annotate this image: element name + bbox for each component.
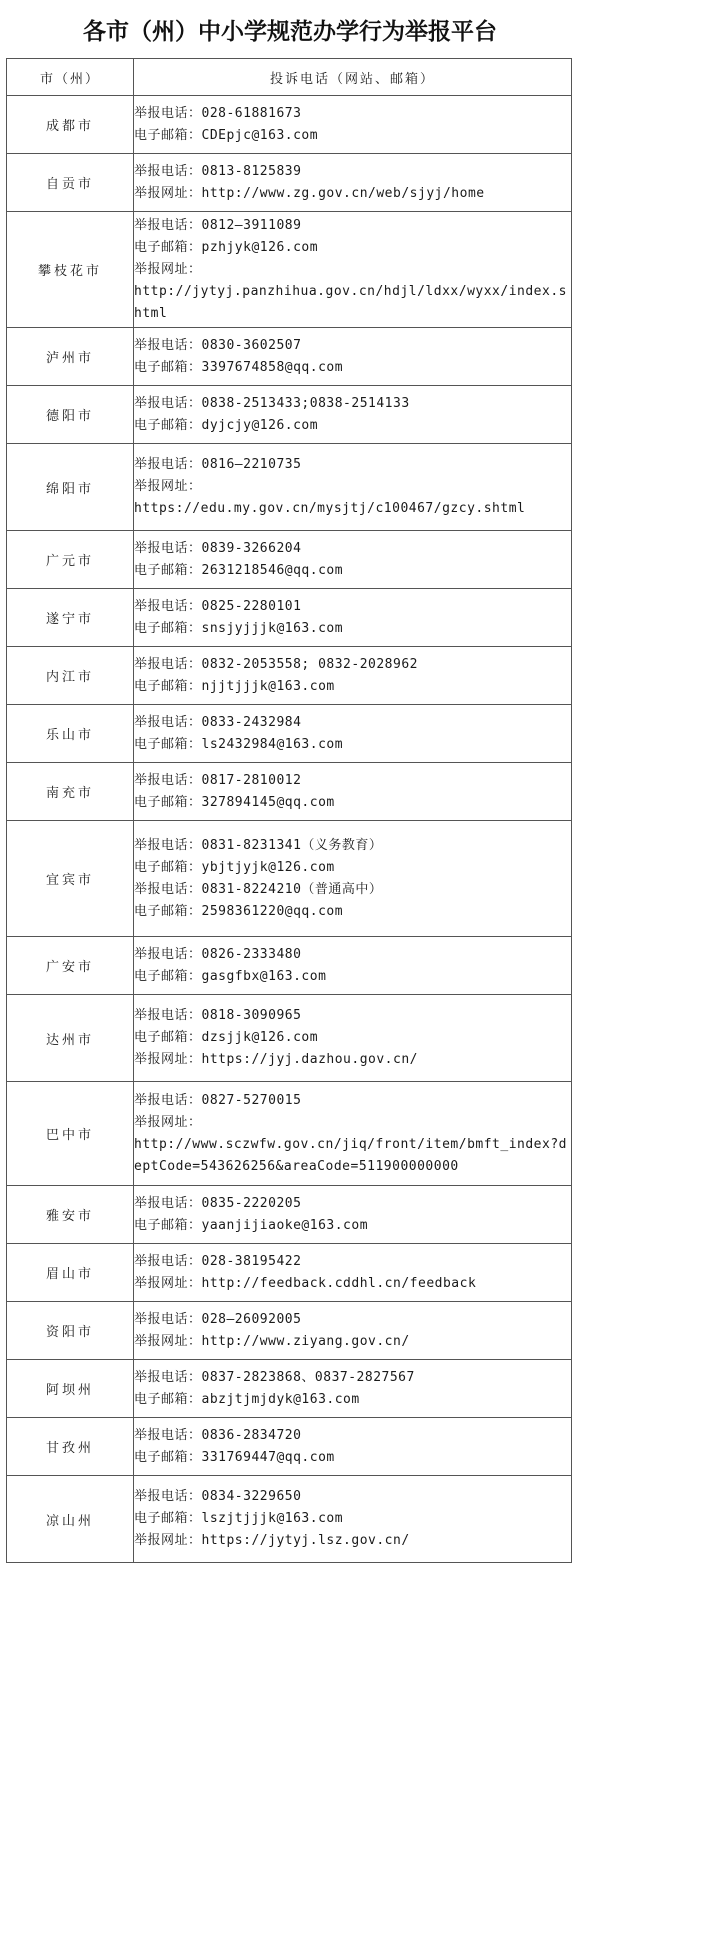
- phone-line: 举报电话：0831-8231341（义务教育）: [134, 837, 383, 853]
- table-header-row: [7, 59, 572, 96]
- phone-line: 举报电话：0812—3911089: [134, 217, 302, 233]
- city-name: 自贡市: [7, 154, 134, 212]
- phone-line: 举报电话：0827-5270015: [134, 1092, 302, 1108]
- contact-info: [134, 995, 572, 1082]
- email-line[interactable]: 电子邮箱：pzhjyk@126.com: [134, 239, 319, 255]
- contact-info: [134, 589, 572, 647]
- phone-line: 举报电话：0817-2810012: [134, 772, 302, 788]
- city-name: 德阳市: [7, 386, 134, 444]
- table-body: [7, 96, 572, 1563]
- table-row: [7, 154, 572, 212]
- phone-line: 举报电话：0825-2280101: [134, 598, 302, 614]
- city-name: 泸州市: [7, 328, 134, 386]
- website-url[interactable]: http://jytyj.panzhihua.gov.cn/hdjl/ldxx/wyxx/index.shtml: [134, 283, 567, 321]
- table-row: [7, 937, 572, 995]
- table-row: [7, 821, 572, 937]
- website-line[interactable]: 举报网址：http://feedback.cddhl.cn/feedback: [134, 1275, 477, 1291]
- city-name: 凉山州: [7, 1476, 134, 1563]
- contact-info: [134, 1244, 572, 1302]
- contact-info: [134, 937, 572, 995]
- phone-line: 举报电话：0831-8224210（普通高中）: [134, 881, 383, 897]
- website-line[interactable]: 举报网址：http://www.ziyang.gov.cn/: [134, 1333, 410, 1349]
- email-line[interactable]: 电子邮箱：3397674858@qq.com: [134, 359, 344, 375]
- phone-line: 举报电话：0826-2333480: [134, 946, 302, 962]
- website-line[interactable]: 举报网址：http://www.zg.gov.cn/web/sjyj/home: [134, 185, 485, 201]
- email-line[interactable]: 电子邮箱：2598361220@qq.com: [134, 903, 344, 919]
- email-line[interactable]: 电子邮箱：327894145@qq.com: [134, 794, 335, 810]
- contact-info: [134, 1302, 572, 1360]
- table-row: [7, 1360, 572, 1418]
- table-row: [7, 1082, 572, 1186]
- table-row: [7, 705, 572, 763]
- table-row: [7, 212, 572, 328]
- phone-line: 举报电话：028—26092005: [134, 1311, 302, 1327]
- contact-info: [134, 96, 572, 154]
- table-row: [7, 647, 572, 705]
- table-row: [7, 96, 572, 154]
- contact-info: [134, 763, 572, 821]
- email-line[interactable]: 电子邮箱：yaanjijiaoke@163.com: [134, 1217, 369, 1233]
- email-line[interactable]: 电子邮箱：snsjyjjjk@163.com: [134, 620, 344, 636]
- contact-info: [134, 386, 572, 444]
- contact-info: [134, 1418, 572, 1476]
- phone-line: 举报电话：0813-8125839: [134, 163, 302, 179]
- city-name: 广安市: [7, 937, 134, 995]
- city-name: 成都市: [7, 96, 134, 154]
- report-platform-table: [6, 58, 572, 1563]
- email-line[interactable]: 电子邮箱：CDEpjc@163.com: [134, 127, 319, 143]
- phone-line: 举报电话：0838-2513433;0838-2514133: [134, 395, 410, 411]
- city-name: 眉山市: [7, 1244, 134, 1302]
- contact-info: [134, 212, 572, 328]
- contact-info: [134, 1186, 572, 1244]
- email-line[interactable]: 电子邮箱：ls2432984@163.com: [134, 736, 344, 752]
- city-name: 广元市: [7, 531, 134, 589]
- city-name: 乐山市: [7, 705, 134, 763]
- website-line: 举报网址：: [134, 479, 202, 494]
- city-name: 攀枝花市: [7, 212, 134, 328]
- website-line: 举报网址：: [134, 261, 202, 277]
- phone-line: 举报电话：0833-2432984: [134, 714, 302, 730]
- table-row: [7, 1418, 572, 1476]
- website-line[interactable]: 举报网址：https://jytyj.lsz.gov.cn/: [134, 1533, 410, 1548]
- contact-info: [134, 1360, 572, 1418]
- email-line[interactable]: 电子邮箱：331769447@qq.com: [134, 1449, 335, 1465]
- email-line[interactable]: 电子邮箱：2631218546@qq.com: [134, 562, 344, 578]
- table-row: [7, 531, 572, 589]
- table-row: [7, 763, 572, 821]
- table-row: [7, 995, 572, 1082]
- contact-info: [134, 705, 572, 763]
- city-name: 达州市: [7, 995, 134, 1082]
- email-line[interactable]: 电子邮箱：njjtjjjk@163.com: [134, 678, 335, 694]
- email-line[interactable]: 电子邮箱：dzsjjk@126.com: [134, 1030, 319, 1045]
- city-name: 南充市: [7, 763, 134, 821]
- contact-info: [134, 647, 572, 705]
- city-name: 内江市: [7, 647, 134, 705]
- phone-line: 举报电话：028-61881673: [134, 105, 302, 121]
- email-line[interactable]: 电子邮箱：lszjtjjjk@163.com: [134, 1511, 344, 1526]
- table-row: [7, 1476, 572, 1563]
- phone-line: 举报电话：0832-2053558; 0832-2028962: [134, 656, 418, 672]
- contact-info: [134, 821, 572, 937]
- city-name: 资阳市: [7, 1302, 134, 1360]
- phone-line: 举报电话：0818-3090965: [134, 1008, 302, 1023]
- phone-line: 举报电话：0816—2210735: [134, 457, 302, 472]
- table-row: [7, 1244, 572, 1302]
- table-row: [7, 1186, 572, 1244]
- table-row: [7, 444, 572, 531]
- city-name: 雅安市: [7, 1186, 134, 1244]
- column-header-contact: 投诉电话（网站、邮箱）: [134, 59, 572, 96]
- website-line: 举报网址：: [134, 1114, 202, 1130]
- city-name: 巴中市: [7, 1082, 134, 1186]
- email-line[interactable]: 电子邮箱：gasgfbx@163.com: [134, 968, 327, 984]
- phone-line: 举报电话：0839-3266204: [134, 540, 302, 556]
- contact-info: [134, 531, 572, 589]
- website-url[interactable]: http://www.sczwfw.gov.cn/jiq/front/item/bmft_index?deptCode=543626256&areaCode=511900000000: [134, 1136, 567, 1174]
- website-url[interactable]: https://edu.my.gov.cn/mysjtj/c100467/gzcy.shtml: [134, 501, 526, 516]
- phone-line: 举报电话：0836-2834720: [134, 1427, 302, 1443]
- table-row: [7, 386, 572, 444]
- email-line[interactable]: 电子邮箱：ybjtjyjk@126.com: [134, 859, 335, 875]
- table-row: [7, 1302, 572, 1360]
- contact-info: [134, 154, 572, 212]
- contact-info: [134, 1476, 572, 1563]
- contact-info: [134, 444, 572, 531]
- city-name: 甘孜州: [7, 1418, 134, 1476]
- column-header-city: 市（州）: [7, 59, 134, 96]
- email-line[interactable]: 电子邮箱：dyjcjy@126.com: [134, 417, 319, 433]
- phone-line: 举报电话：0834-3229650: [134, 1489, 302, 1504]
- city-name: 宜宾市: [7, 821, 134, 937]
- city-name: 遂宁市: [7, 589, 134, 647]
- contact-info: [134, 1082, 572, 1186]
- phone-line: 举报电话：0835-2220205: [134, 1195, 302, 1211]
- contact-info: [134, 328, 572, 386]
- email-line[interactable]: 电子邮箱：abzjtjmjdyk@163.com: [134, 1391, 360, 1407]
- phone-line: 举报电话：0830-3602507: [134, 337, 302, 353]
- phone-line: 举报电话：028-38195422: [134, 1253, 302, 1269]
- page-title: 各市（州）中小学规范办学行为举报平台: [83, 19, 497, 45]
- table-row: [7, 589, 572, 647]
- table-row: [7, 328, 572, 386]
- city-name: 阿坝州: [7, 1360, 134, 1418]
- website-line[interactable]: 举报网址：https://jyj.dazhou.gov.cn/: [134, 1052, 418, 1067]
- phone-line: 举报电话：0837-2823868、0837-2827567: [134, 1369, 415, 1385]
- city-name: 绵阳市: [7, 444, 134, 531]
